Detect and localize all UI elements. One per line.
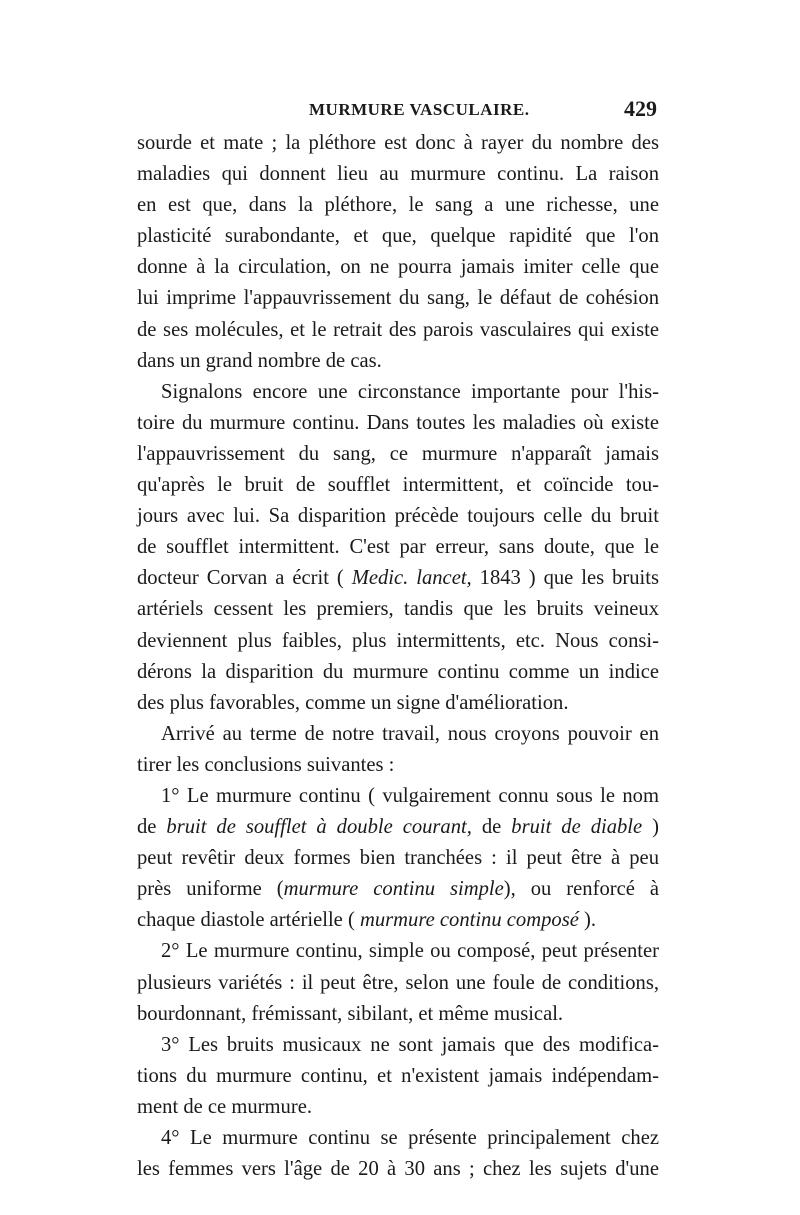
text-line: dans un grand nombre de cas.	[137, 349, 382, 372]
running-head	[137, 96, 657, 126]
text-line: l'appauvrissement du sang, ce murmure n'apparaît jamais	[137, 442, 659, 465]
text-line: tions du murmure continu, et n'existent jamais indépendam-	[137, 1064, 659, 1087]
text-line: sourde et mate ; la pléthore est donc à rayer du nombre des	[137, 132, 659, 154]
text-line: 3° Les bruits musicaux ne sont jamais que des modifica-	[161, 1033, 659, 1056]
text-line: toire du murmure continu. Dans toutes les maladies où existe	[137, 411, 659, 434]
text-run: près uniforme (	[137, 878, 284, 901]
text-run: docteur Corvan a écrit (	[137, 567, 352, 590]
text-line: 1° Le murmure continu ( vulgairement connu sous le nom	[161, 784, 659, 807]
text-line-with-citation	[137, 563, 659, 594]
body-text	[137, 128, 659, 1185]
text-line-with-italics	[137, 905, 659, 936]
text-line: artériels cessent les premiers, tandis que les bruits veineux	[137, 598, 659, 621]
text-line: qu'après le bruit de soufflet intermittent, et coïncide tou-	[137, 474, 659, 497]
text-line: jours avec lui. Sa disparition précède toujours celle du bruit	[137, 505, 659, 528]
text-line: Signalons encore une circonstance importante pour l'his-	[161, 380, 659, 403]
italic-term: murmure continu simple	[283, 878, 504, 901]
text-line: peut revêtir deux formes bien tranchées : il peut être à peu	[137, 847, 659, 870]
text-line: de ses molécules, et le retrait des parois vasculaires qui existe	[137, 318, 659, 341]
text-line: des plus favorables, comme un signe d'amélioration.	[137, 691, 569, 714]
text-line: en est que, dans la pléthore, le sang a une richesse, une	[137, 194, 659, 217]
page-number: 429	[624, 96, 657, 121]
text-line: 4° Le murmure continu se présente principalement chez	[161, 1127, 659, 1149]
text-line: bourdonnant, frémissant, sibilant, et même musical.	[137, 1002, 564, 1025]
citation-italic: Medic. lancet,	[351, 567, 472, 590]
text-line-with-italics	[137, 874, 659, 905]
running-title: MURMURE VASCULAIRE.	[309, 100, 530, 119]
text-line: Arrivé au terme de notre travail, nous croyons pouvoir en	[161, 722, 659, 745]
text-line: tirer les conclusions suivantes :	[137, 753, 395, 776]
text-line: plusieurs variétés : il peut être, selon une foule de conditions,	[137, 971, 659, 994]
text-line: maladies qui donnent lieu au murmure continu. La raison	[137, 163, 659, 186]
text-run: ).	[578, 909, 597, 932]
text-line: 2° Le murmure continu, simple ou composé, peut présenter	[161, 940, 659, 963]
text-line: deviennent plus faibles, plus intermittents, etc. Nous consi-	[137, 629, 659, 652]
text-run: 1843 ) que les bruits	[471, 567, 659, 590]
text-run: chaque diastole artérielle (	[137, 909, 360, 932]
italic-term: murmure continu composé	[359, 909, 579, 932]
text-line: donne à la circulation, on ne pourra jamais imiter celle que	[137, 256, 659, 279]
text-line: de soufflet intermittent. C'est par erreur, sans doute, que le	[137, 536, 659, 559]
text-line-with-italics	[137, 812, 659, 843]
text-line: ment de ce murmure.	[137, 1095, 312, 1118]
italic-term: bruit de diable	[511, 816, 643, 839]
text-run: de	[471, 816, 512, 839]
text-line: dérons la disparition du murmure continu comme un indice	[137, 660, 659, 683]
text-line: les femmes vers l'âge de 20 à 30 ans ; chez les sujets d'une	[137, 1158, 659, 1181]
text-line: lui imprime l'appauvrissement du sang, le défaut de cohésion	[137, 287, 659, 310]
italic-term: bruit de soufflet à double courant,	[166, 816, 472, 839]
text-line: plasticité surabondante, et que, quelque rapidité que l'on	[137, 225, 659, 248]
text-run: ), ou renforcé à	[503, 878, 659, 901]
text-run: de	[137, 816, 167, 839]
text-run: )	[642, 816, 659, 839]
